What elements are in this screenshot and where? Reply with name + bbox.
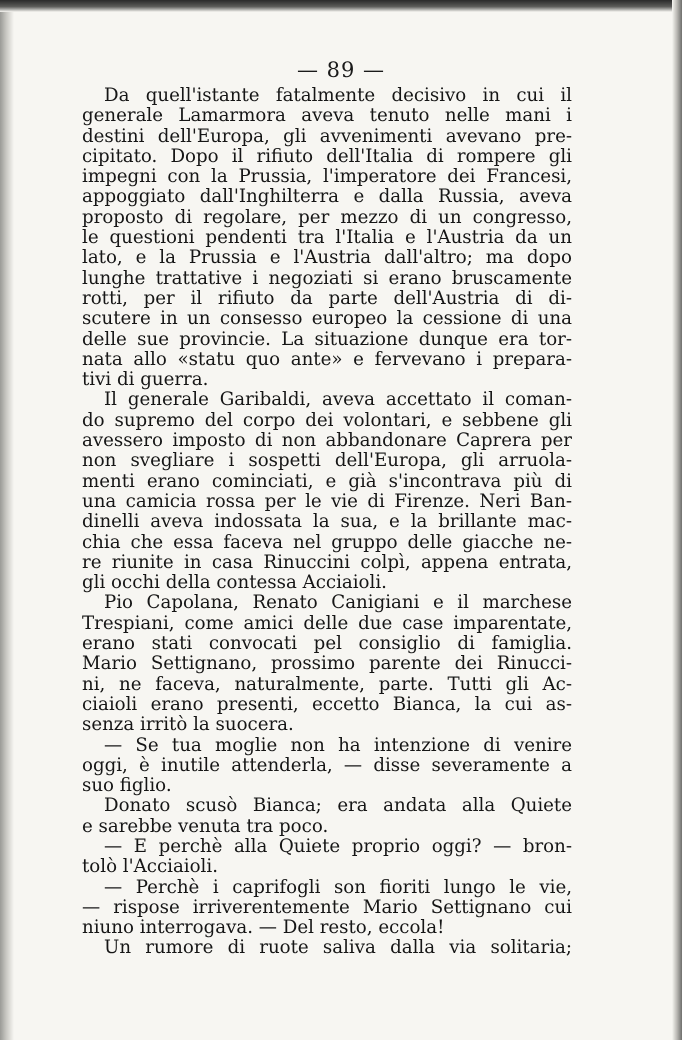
text-line: niuno interrogava. — Del resto, eccola! — [82, 917, 445, 939]
text-line: una camicia rossa per le vie di Firenze. Neri Ban- — [82, 490, 572, 512]
text-line: — Se tua moglie non ha intenzione di venire — [104, 734, 572, 756]
text-line: Donato scusò Bianca; era andata alla Quiete — [104, 795, 572, 817]
text-line: Un rumore di ruote saliva dalla via solitaria; — [104, 937, 572, 959]
text-line: dinelli aveva indossata la sua, e la brillante mac- — [82, 511, 572, 533]
text-line: destini dell'Europa, gli avvenimenti avevano pre- — [82, 125, 572, 147]
text-line: ni, ne faceva, naturalmente, parte. Tutti gli Ac- — [82, 673, 572, 695]
text-line: lato, e la Prussia e l'Austria dall'altro; ma dopo — [82, 247, 572, 269]
text-line: menti erano cominciati, e già s'incontrava più di — [82, 470, 572, 492]
text-line: impegni con la Prussia, l'imperatore dei Francesi, — [82, 166, 572, 188]
text-line: chia che essa faceva nel gruppo delle giacche ne- — [82, 531, 572, 553]
page-top-edge — [0, 0, 682, 12]
text-line: tivi di guerra. — [82, 369, 209, 391]
text-line: cipitato. Dopo il rifiuto dell'Italia di rompere gli — [82, 145, 572, 167]
text-line: Trespiani, come amici delle due case imparentate, — [82, 612, 572, 634]
binding-shadow — [0, 0, 14, 1040]
text-line: oggi, è inutile attenderla, — disse severamente a — [82, 754, 572, 776]
text-line: Il generale Garibaldi, aveva accettato il coman- — [104, 389, 572, 411]
text-line: non svegliare i sospetti dell'Europa, gli arruola- — [82, 450, 572, 472]
text-line: do supremo del corpo dei volontari, e sebbene gli — [82, 409, 572, 431]
text-line: lunghe trattative i negoziati si erano bruscamente — [82, 267, 572, 289]
text-line: erano stati convocati pel consiglio di famiglia. — [82, 633, 572, 655]
text-line: rotti, per il rifiuto da parte dell'Austria di di- — [82, 287, 572, 309]
text-line: Pio Capolana, Renato Canigiani e il marchese — [104, 592, 572, 614]
text-line: re riunite in casa Rinuccini colpì, appena entrata, — [82, 551, 572, 573]
text-line: nata allo «statu quo ante» e fervevano i prepara- — [82, 348, 572, 370]
text-line: generale Lamarmora aveva tenuto nelle mani i — [82, 105, 572, 127]
text-line: gli occhi della contessa Acciaioli. — [82, 572, 387, 594]
text-line: le questioni pendenti tra l'Italia e l'Austria da un — [82, 227, 572, 249]
text-line: — Perchè i caprifogli son fioriti lungo le vie, — [104, 876, 572, 898]
text-line: — rispose irriverentemente Mario Settignano cui — [82, 896, 572, 918]
text-line: Mario Settignano, prossimo parente dei Rinucci- — [82, 653, 572, 675]
text-line: — E perchè alla Quiete proprio oggi? — bron- — [104, 835, 572, 857]
text-line: e sarebbe venuta tra poco. — [82, 815, 329, 837]
page-number: — 89 — — [296, 58, 386, 82]
text-line: scutere in un consesso europeo la cessione di una — [82, 308, 572, 330]
text-line: suo figlio. — [82, 775, 172, 797]
body-text — [82, 86, 572, 959]
text-line: delle sue provincie. La situazione dunque era tor- — [82, 328, 572, 350]
text-line: proposto di regolare, per mezzo di un congresso, — [82, 206, 572, 228]
text-line: avessero imposto di non abbandonare Caprera per — [82, 430, 572, 452]
text-line: tolò l'Acciaioli. — [82, 856, 218, 878]
text-line: ciaioli erano presenti, eccetto Bianca, la cui as- — [82, 693, 572, 715]
text-line: Da quell'istante fatalmente decisivo in cui il — [104, 85, 572, 106]
text-line: senza irritò la suocera. — [82, 714, 294, 736]
page-right-edge — [672, 0, 682, 1040]
text-line: appoggiato dall'Inghilterra e dalla Russia, aveva — [82, 186, 572, 208]
